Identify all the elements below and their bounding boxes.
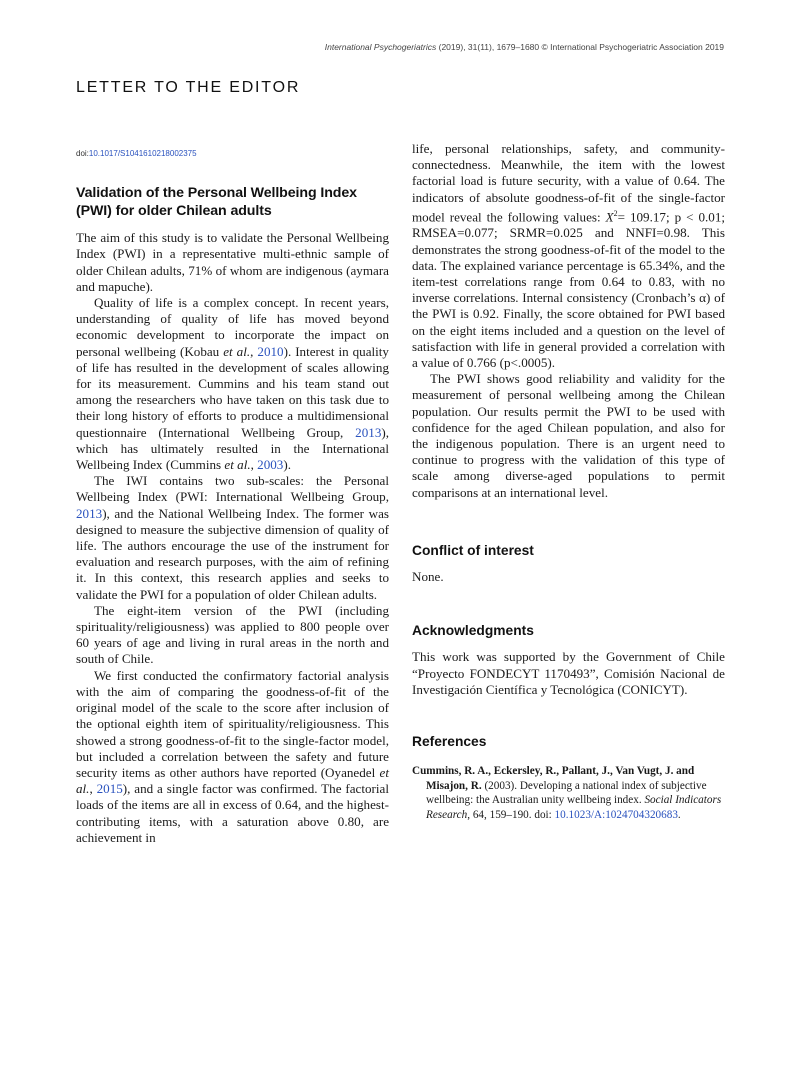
paragraph-analysis: We first conducted the confirmatory factorial analysis with the aim of comparing the goodness-of-fit of the original model of the scale to the score after inclusion of the optional eighth item of spirituality/religiousness. This showed a strong goodness-of-fit to the single-factor model, but included a correlation between the safety and future security items as other authors have reported (Oyanedel et al., 2015), and a single factor was confirmed. The factorial loads of the items are all in excess of 0.64, and the highest-contributing items, with a saturation above 0.80, are achievement in <box>76 667 390 845</box>
conflict-heading: Conflict of interest <box>412 542 534 558</box>
doi-line <box>76 146 389 162</box>
doi-link[interactable]: 10.1017/S1041610218002375 <box>88 149 197 158</box>
paragraph-conclusion: The PWI shows good reliability and validity for the measurement of personal wellbeing among the Chilean population. Our results permit the PWI to be used with confidence for the aged Chilean population, and also for the indigenous population. There is an urgent need to continue to progress with the validation of this type of scale among diverse-aged populations to permit comparisons at an international level. <box>412 371 725 500</box>
references-heading: References <box>412 734 487 750</box>
journal-issue-info: (2019), 31(11), 1679–1680 © International Psychogeriatric Association 2019 <box>436 42 724 52</box>
paragraph-results: life, personal relationships, safety, and community-connectedness. Meanwhile, the item with the lowest factorial load is future security, with a value of 0.64. The indicators of absolute goodness-of-fit of the single-factor model reveal the following values: $X^2= 109.17$; p < 0.01; RMSEA=0.077; SRMR=0.025 and NNFI=0.98. This demonstrates the strong goodness-of-fit of the model to the data. The explained variance percentage is 65.34%, and the item-test correlations range from 0.64 to 0.83, with no inverse correlations. Internal consistency (Cronbach’s α) of the PWI is 0.92. Finally, the score obtained for PWI based on the eight items included and a question on the level of satisfaction with life in general provided a correlation with a value of 0.766 (p<.0005). <box>412 141 726 370</box>
citation-link[interactable]: 2010 <box>257 343 284 359</box>
section-label: LETTER TO THE EDITOR <box>76 79 301 96</box>
doi-prefix: doi: <box>76 149 89 158</box>
paragraph-quality-of-life: Quality of life is a complex concept. In recent years, understanding of quality of life has moved beyond economic development to incorporate the impact on personal wellbeing (Kobau et al., 2010). Interest in quality of life has resulted in the development of scales allowing for its measurement. Cummins and his team stand out among the researchers who have taken on this task due to their long history of efforts to produce a multidimensional questionnaire (International Wellbeing Group, 2013), which has ultimately resulted in the International Wellbeing Index (Cummins et al., 2003). <box>76 295 389 473</box>
acknowledgments-heading: Acknowledgments <box>412 623 534 639</box>
citation-link[interactable]: 2013 <box>355 424 382 440</box>
right-column <box>412 141 725 823</box>
citation-link[interactable]: 2003 <box>257 457 284 473</box>
article-title: Validation of the Personal Wellbeing Index (PWI) for older Chilean adults <box>76 185 357 220</box>
citation-link[interactable]: 2013 <box>76 505 103 521</box>
journal-citation-line <box>325 42 724 52</box>
paragraph-iwi: The IWI contains two sub-scales: the Personal Wellbeing Index (PWI: International Wellbeing Group, 2013), and the National Wellbeing Index. The former was designed to measure the subjective dimension of quality of life. The authors encourage the use of the instrument for evaluation and research purposes, with the aim of refining it. In this context, this research applies and seeks to validate the PWI for a population of older Chilean adults. <box>76 473 389 602</box>
left-column <box>76 146 389 846</box>
paragraph-method: The eight-item version of the PWI (including spirituality/religiousness) was applied to 800 people over 60 years of age and living in rural areas in the north and south of Chile. <box>76 602 389 667</box>
citation-link[interactable]: 2015 <box>96 781 123 797</box>
conflict-text: None. <box>412 569 444 585</box>
journal-name: International Psychogeriatrics <box>324 42 437 52</box>
reference-item: Cummins, R. A., Eckersley, R., Pallant, J., Van Vugt, J. and Misajon, R. (2003). Developing a national index of subjective wellbeing: the Australian unity wellbeing index. Social Indicators Research, 64, 159–190. doi: 10.1023/A:1024704320683. <box>412 765 722 822</box>
acknowledgments-text: This work was supported by the Government of Chile “Proyecto FONDECYT 1170493”, Comisión Nacional de Investigación Científica y Tecnológica (CONICYT). <box>412 649 725 697</box>
acknowledgments-section <box>412 623 725 698</box>
references-section <box>412 734 725 823</box>
reference-doi-link[interactable]: 10.1023/A:1024704320683 <box>554 809 678 822</box>
conflict-section <box>412 543 725 585</box>
paragraph-intro: The aim of this study is to validate the Personal Wellbeing Index (PWI) in a representative multi-ethnic sample of older Chilean adults, 71% of whom are indigenous (aymara and mapuche). <box>76 230 389 294</box>
